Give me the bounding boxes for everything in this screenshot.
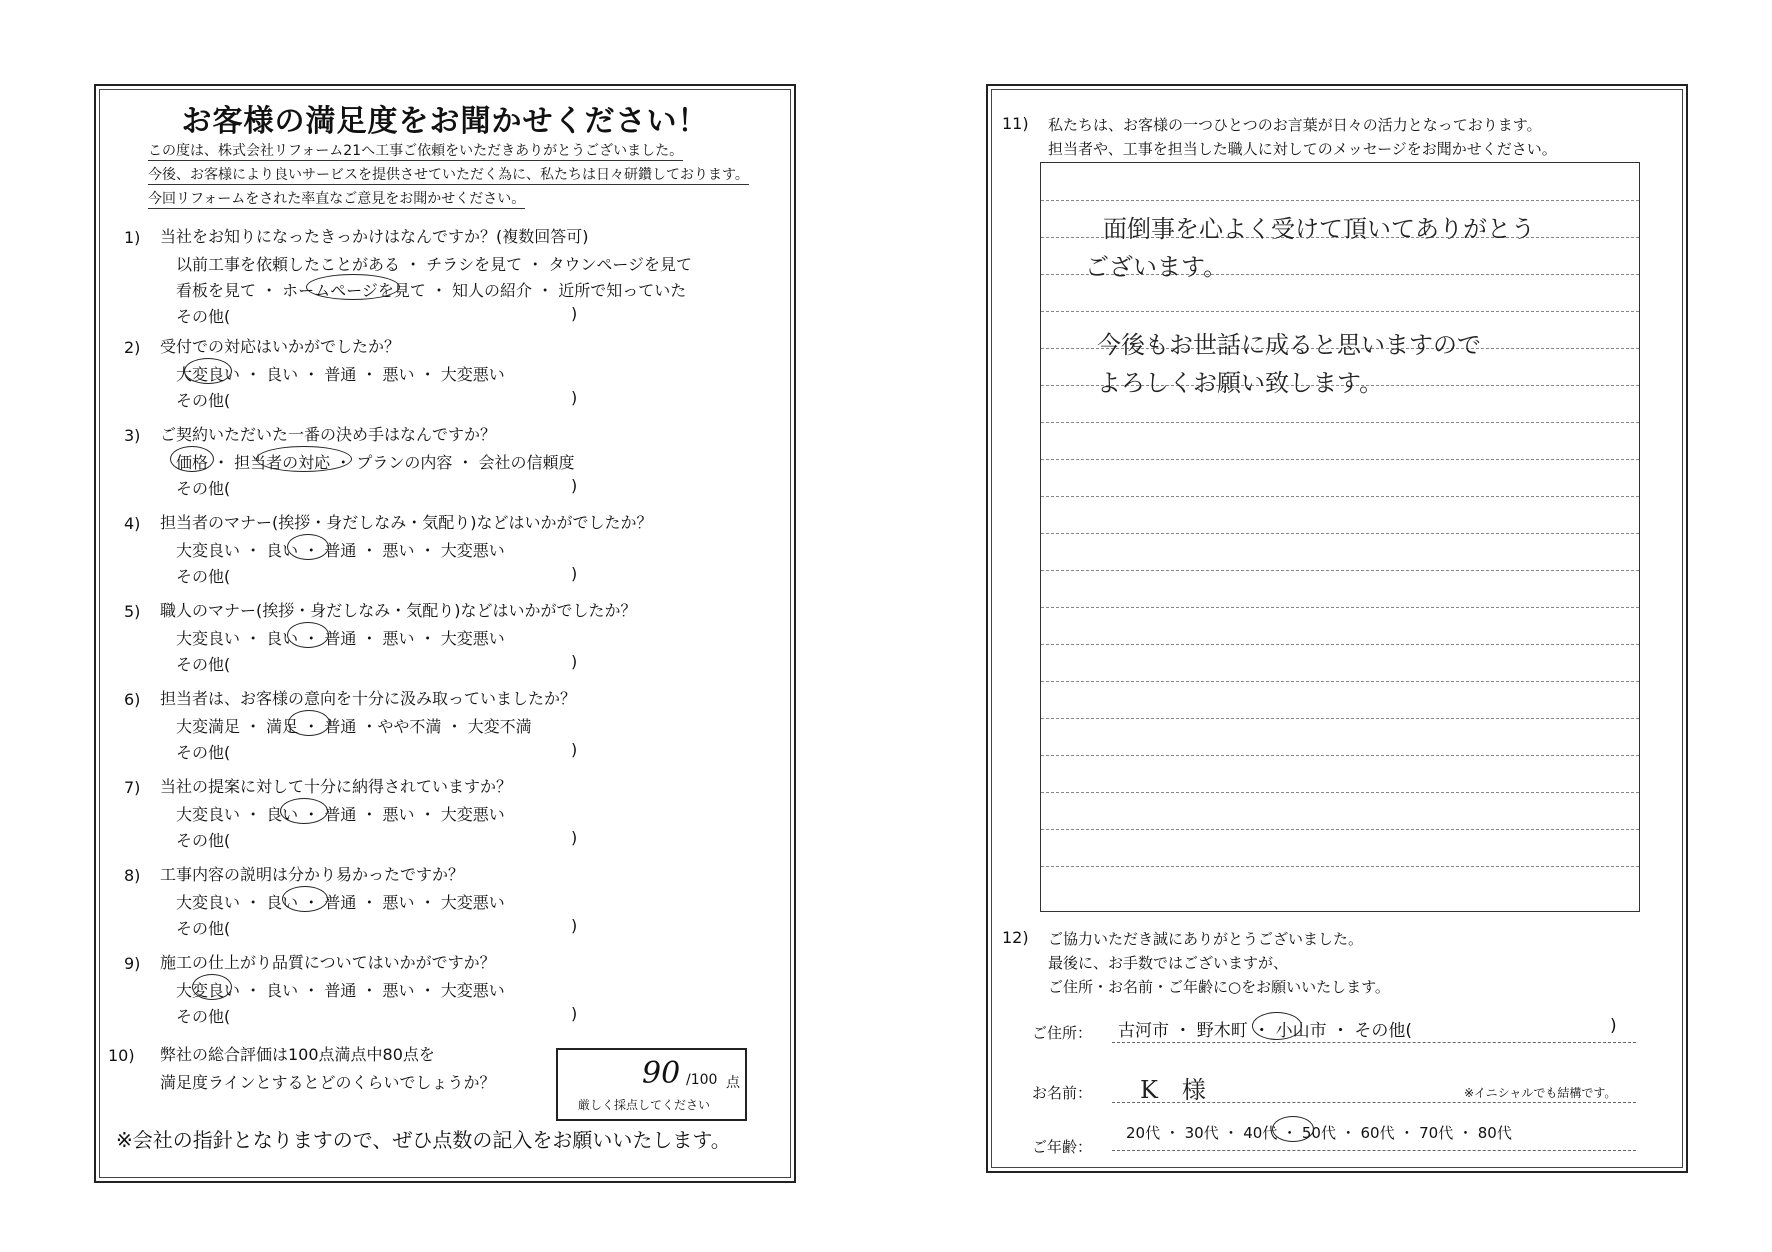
- q1-text: 当社をお知りになったきっかけはなんですか？(複数回答可): [160, 227, 589, 246]
- q2-other-close: ): [571, 388, 578, 407]
- name-underline: [1112, 1102, 1636, 1103]
- q5-other-close: ): [571, 652, 578, 671]
- q5-options: 大変良い ・ 良い ・ 普通 ・ 悪い ・ 大変悪い: [176, 629, 505, 648]
- q6-other-close: ): [571, 740, 578, 759]
- q7-text: 当社の提案に対して十分に納得されていますか？: [160, 777, 513, 796]
- q6-other-label: その他(: [176, 743, 231, 762]
- q12-number: 12): [1002, 928, 1029, 947]
- q3-other: [176, 476, 596, 499]
- age-underline: [1112, 1150, 1636, 1151]
- address-options: 古河市 ・ 野木町 ・ 小山市 ・ その他(: [1118, 1021, 1413, 1041]
- q3-other-label: その他(: [176, 479, 231, 498]
- message-lined-area[interactable]: [1040, 162, 1640, 912]
- q12-line3: ご住所・お名前・ご年齢に○をお願いいたします。: [1048, 978, 1390, 996]
- intro-line-2: 今後、お客様により良いサービスを提供させていただく為に、私たちは日々研鑽しております。: [148, 164, 749, 185]
- q8-options: 大変良い ・ 良い ・ 普通 ・ 悪い ・ 大変悪い: [176, 893, 505, 912]
- q5-other-label: その他(: [176, 655, 231, 674]
- survey-page-right: [986, 84, 1688, 1173]
- q1-options-line1: 以前工事を依頼したことがある ・ チラシを見て ・ タウンページを見て: [176, 255, 693, 274]
- q6-text: 担当者は、お客様の意向を十分に汲み取っていましたか？: [160, 689, 577, 708]
- q11-line1: 私たちは、お客様の一つひとつのお言葉が日々の活力となっております。: [1048, 116, 1542, 134]
- q4-options: 大変良い ・ 良い ・ 普通 ・ 悪い ・ 大変悪い: [176, 541, 505, 560]
- q9-options: 大変良い ・ 良い ・ 普通 ・ 悪い ・ 大変悪い: [176, 981, 505, 1000]
- q4-other-label: その他(: [176, 567, 231, 586]
- q6-other: [176, 740, 596, 763]
- q3-options: 価格 ・ 担当者の対応 ・ プランの内容 ・ 会社の信頼度: [176, 453, 575, 472]
- q3-number: 3): [124, 426, 141, 445]
- name-note: ※イニシャルでも結構です。: [1464, 1086, 1617, 1100]
- q7-number: 7): [124, 778, 141, 797]
- q12-line2: 最後に、お手数ではございますが、: [1048, 954, 1289, 972]
- q7-other-label: その他(: [176, 831, 231, 850]
- age-options: 20代 ・ 30代 ・ 40代 ・ 50代 ・ 60代 ・ 70代 ・ 80代: [1126, 1124, 1512, 1142]
- q7-options: 大変良い ・ 良い ・ 普通 ・ 悪い ・ 大変悪い: [176, 805, 505, 824]
- q10-line2: 満足度ラインとするとどのくらいでしょうか？: [160, 1073, 496, 1092]
- q7-other: [176, 828, 596, 851]
- q1-options-line2: 看板を見て ・ ホームページを見て ・ 知人の紹介 ・ 近所で知っていた: [176, 281, 687, 300]
- score-unit: 点: [726, 1075, 740, 1091]
- q8-text: 工事内容の説明は分かり易かったですか？: [160, 865, 465, 884]
- q10-number: 10): [108, 1046, 135, 1065]
- q5-text: 職人のマナー(挨拶・身だしなみ・気配り)などはいかがでしたか？: [160, 601, 637, 620]
- message-handwriting-2: ございます。: [1085, 253, 1228, 281]
- q6-number: 6): [124, 690, 141, 709]
- q2-options: 大変良い ・ 良い ・ 普通 ・ 悪い ・ 大変悪い: [176, 365, 505, 384]
- intro-line-3: 今回リフォームをされた率直なご意見をお聞かせください。: [148, 188, 525, 209]
- q6-options: 大変満足 ・ 満足 ・ 普通 ・やや不満 ・ 大変不満: [176, 717, 532, 736]
- q2-other: [176, 388, 596, 411]
- q2-number: 2): [124, 338, 141, 357]
- survey-page-left: [94, 84, 796, 1183]
- q9-number: 9): [124, 954, 141, 973]
- footer-note: ※会社の指針となりますので、ぜひ点数の記入をお願いいたします。: [116, 1128, 731, 1152]
- survey-title: お客様の満足度をお聞かせください！: [181, 104, 709, 139]
- address-close: ): [1610, 1016, 1617, 1036]
- q11-number: 11): [1002, 114, 1029, 133]
- q11-line2: 担当者や、工事を担当した職人に対してのメッセージをお聞かせください。: [1048, 140, 1557, 158]
- age-label: ご年齢：: [1032, 1138, 1093, 1156]
- q9-other-close: ): [571, 1004, 578, 1023]
- q3-text: ご契約いただいた一番の決め手はなんですか？: [160, 425, 497, 444]
- name-value[interactable]: K 様: [1140, 1076, 1206, 1104]
- address-underline: [1112, 1042, 1636, 1043]
- q4-number: 4): [124, 514, 141, 533]
- q3-other-close: ): [571, 476, 578, 495]
- q12-line1: ご協力いただき誠にありがとうございました。: [1048, 930, 1364, 948]
- q4-other-close: ): [571, 564, 578, 583]
- score-note: 厳しく採点してください: [578, 1098, 711, 1112]
- q1-other-label: その他(: [176, 307, 231, 326]
- q4-other: [176, 564, 596, 587]
- message-handwriting-1: 面倒事を心よく受けて頂いてありがとう: [1103, 215, 1535, 243]
- q1-number: 1): [124, 228, 141, 247]
- q5-other: [176, 652, 596, 675]
- q1-other: [176, 304, 596, 327]
- q8-number: 8): [124, 866, 141, 885]
- name-label: お名前：: [1032, 1084, 1093, 1102]
- q1-other-close: ): [571, 304, 578, 323]
- message-handwriting-4: よろしくお願い致します。: [1097, 369, 1384, 397]
- score-suffix: /100: [686, 1072, 718, 1088]
- q9-other-label: その他(: [176, 1007, 231, 1026]
- q2-text: 受付での対応はいかがでしたか？: [160, 337, 401, 356]
- q8-other: [176, 916, 596, 939]
- q5-number: 5): [124, 602, 141, 621]
- score-value: 90: [642, 1056, 681, 1091]
- intro-line-1: この度は、株式会社リフォーム21へ工事ご依頼をいただきありがとうございました。: [148, 140, 683, 161]
- message-handwriting-3: 今後もお世話に成ると思いますので: [1097, 331, 1481, 359]
- score-box[interactable]: [556, 1048, 747, 1121]
- q2-other-label: その他(: [176, 391, 231, 410]
- q4-text: 担当者のマナー(挨拶・身だしなみ・気配り)などはいかがでしたか？: [160, 513, 653, 532]
- q9-text: 施工の仕上がり品質についてはいかがですか？: [160, 953, 496, 972]
- q8-other-label: その他(: [176, 919, 231, 938]
- address-label: ご住所：: [1032, 1024, 1093, 1042]
- q7-other-close: ): [571, 828, 578, 847]
- q10-line1: 弊社の総合評価は100点満点中80点を: [160, 1045, 435, 1064]
- q9-other: [176, 1004, 596, 1027]
- q8-other-close: ): [571, 916, 578, 935]
